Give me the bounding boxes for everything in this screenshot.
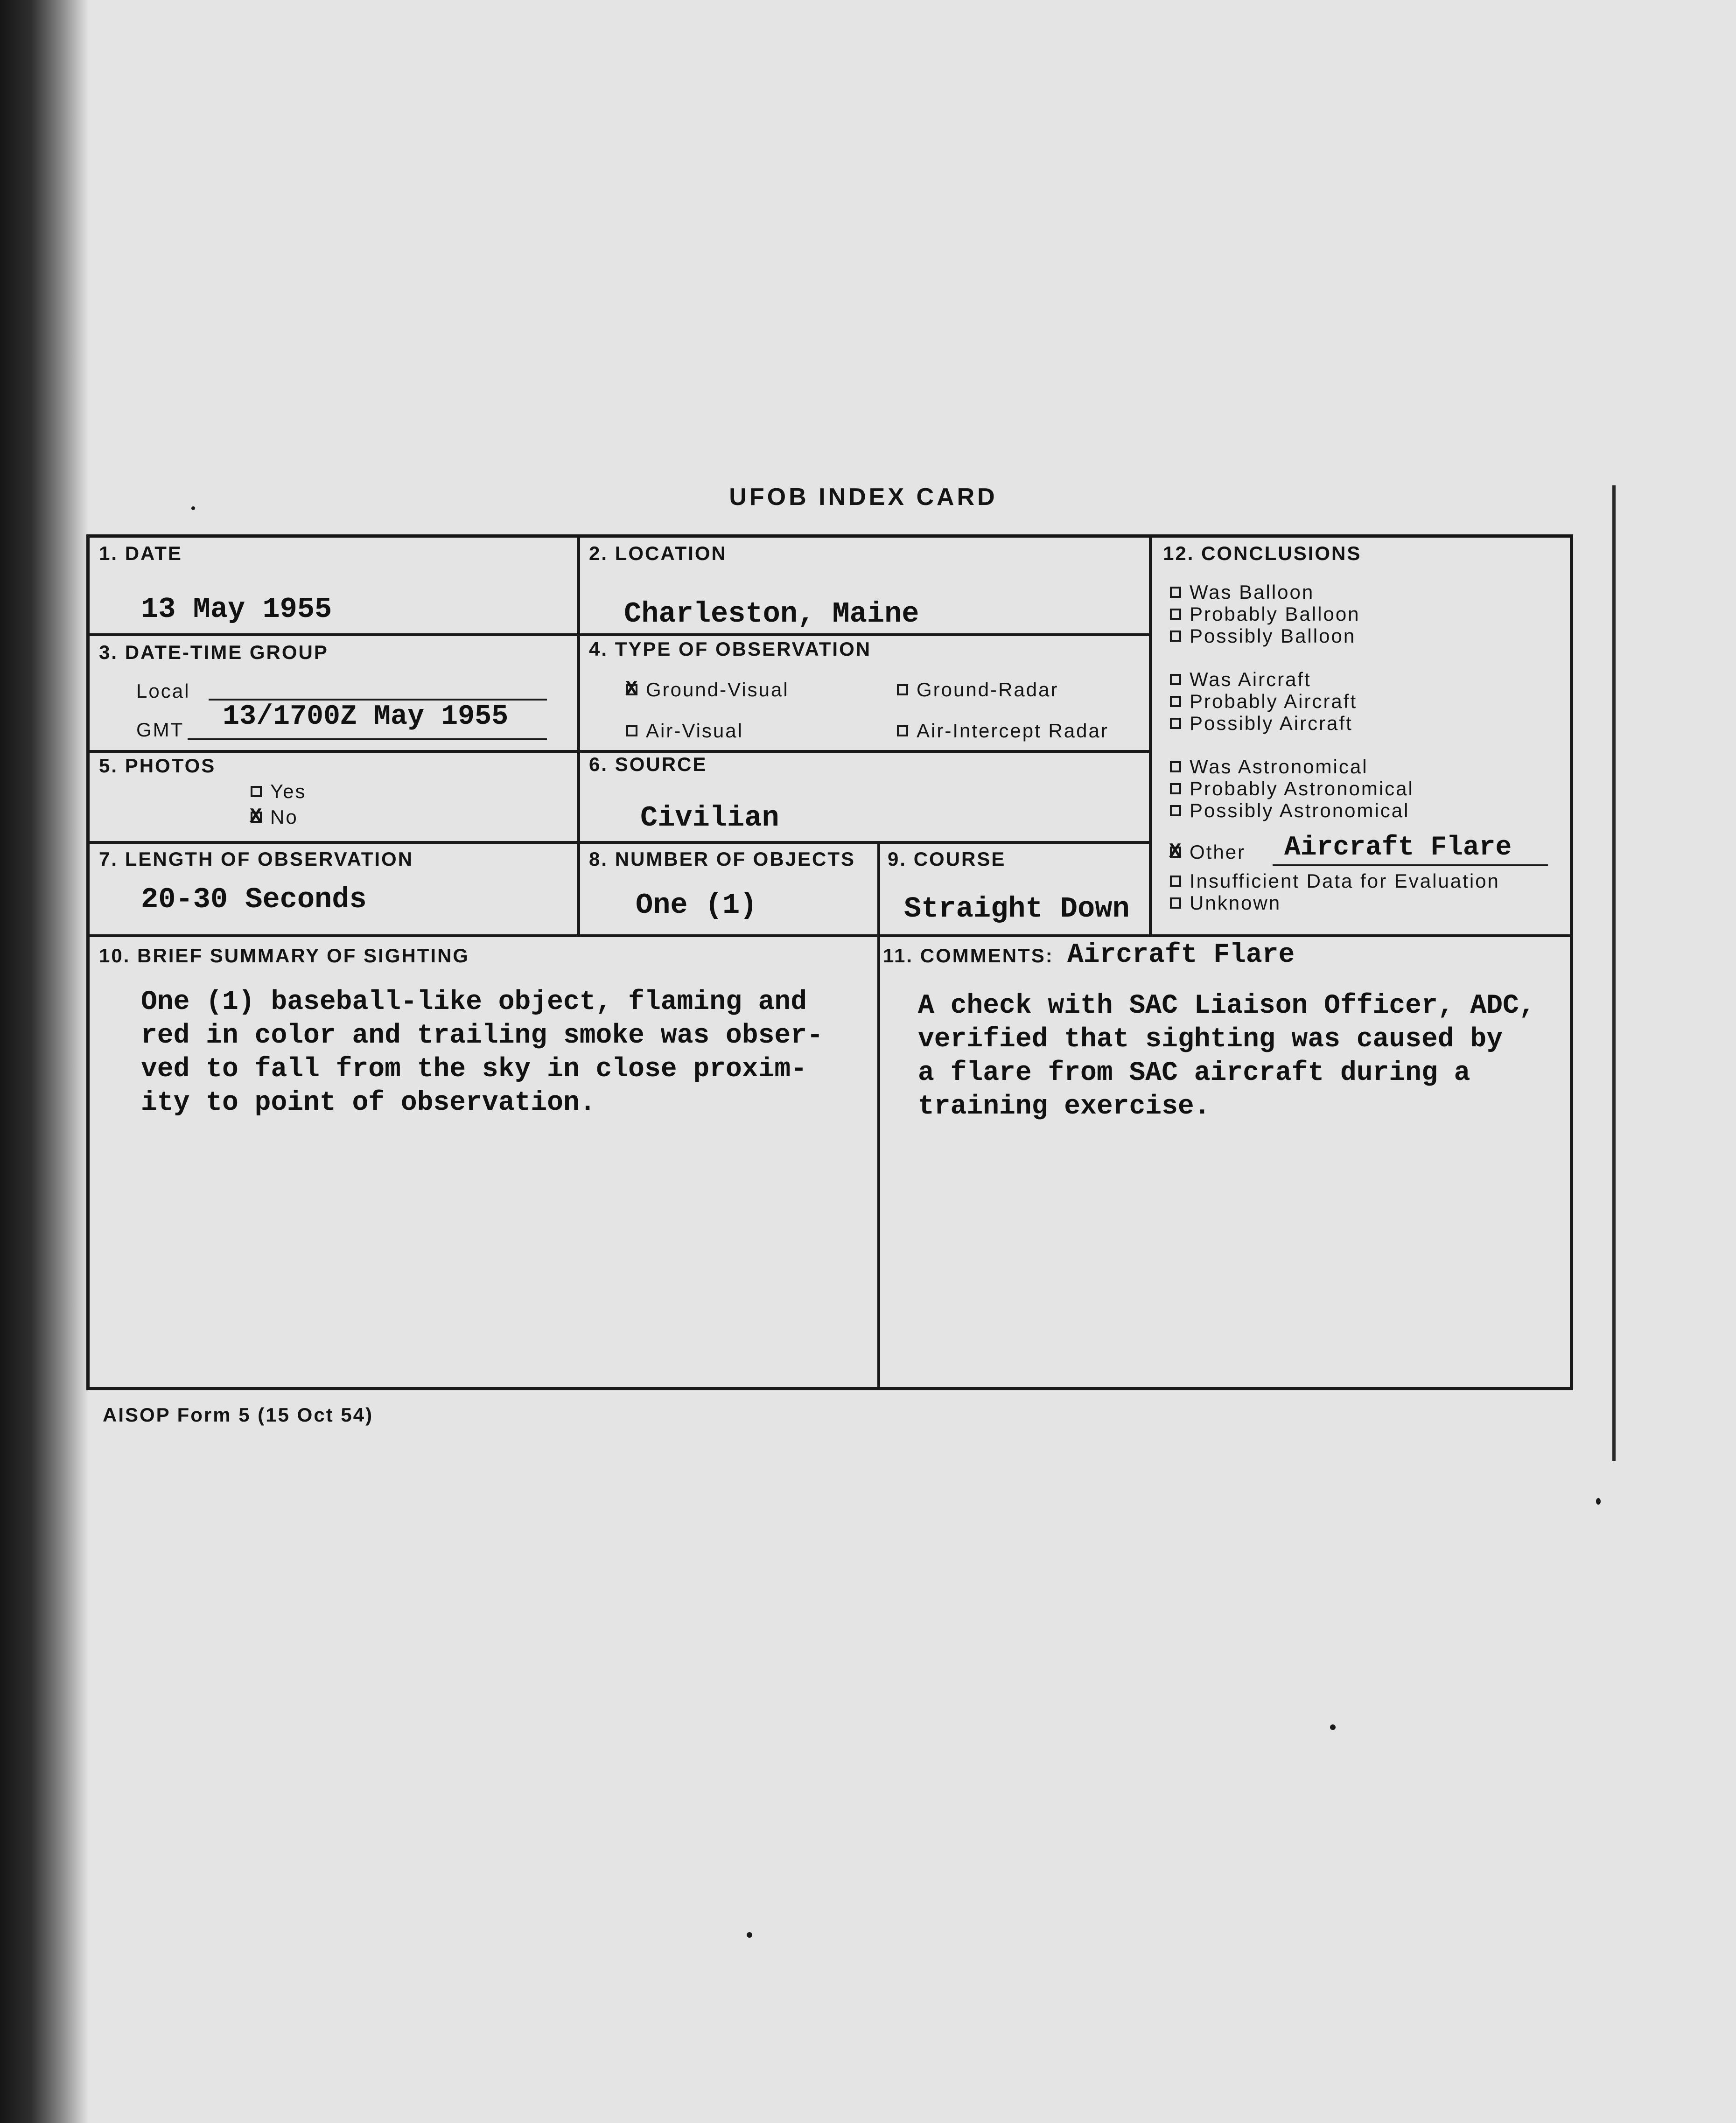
dtg-gmt-label: GMT — [136, 719, 184, 741]
conclusion-was-astronomical[interactable]: Was Astronomical — [1170, 756, 1368, 778]
checkbox-icon — [1170, 897, 1181, 909]
conclusion-was-aircraft[interactable]: Was Aircraft — [1170, 668, 1311, 691]
conclusion-probably-aircraft[interactable]: Probably Aircraft — [1170, 690, 1357, 713]
summary-text — [141, 986, 823, 1120]
summary-line: red in color and trailing smoke was obser- — [141, 1021, 823, 1051]
checkbox-icon — [1170, 696, 1181, 707]
divider — [90, 633, 1149, 636]
divider — [90, 750, 1149, 753]
option-ground-radar[interactable]: Ground-Radar — [897, 679, 1058, 701]
option-air-intercept-radar[interactable]: Air-Intercept Radar — [897, 720, 1109, 742]
dtg-local-line — [209, 699, 547, 701]
source-label: 6. SOURCE — [589, 753, 707, 775]
option-ground-visual[interactable]: X Ground-Visual — [626, 679, 789, 701]
checkbox-icon — [1170, 587, 1181, 598]
checkbox-icon — [1170, 674, 1181, 685]
type-of-observation-label: 4. TYPE OF OBSERVATION — [589, 638, 872, 660]
scan-speck — [1330, 1724, 1336, 1730]
option-photos-yes[interactable]: Yes — [251, 780, 307, 803]
card-title: UFOB INDEX CARD — [729, 483, 998, 511]
checkbox-checked-icon — [251, 812, 262, 823]
number-label: 8. NUMBER OF OBJECTS — [589, 848, 856, 870]
conclusion-possibly-aircraft[interactable]: Possibly Aircraft — [1170, 712, 1353, 735]
conclusion-other-value: Aircraft Flare — [1284, 833, 1512, 863]
dtg-value: 13/1700Z May 1955 — [223, 701, 509, 733]
checkbox-icon — [1170, 805, 1181, 816]
comments-title-value: Aircraft Flare — [1067, 940, 1295, 970]
course-value: Straight Down — [904, 892, 1130, 925]
dtg-gmt-line — [188, 738, 547, 740]
comments-text — [918, 989, 1535, 1124]
page-edge-right — [1612, 485, 1616, 1461]
conclusion-probably-balloon[interactable]: Probably Balloon — [1170, 603, 1360, 625]
number-value: One (1) — [636, 889, 757, 922]
option-air-visual[interactable]: Air-Visual — [626, 720, 743, 742]
checkbox-icon — [897, 684, 908, 695]
conclusions-label: 12. CONCLUSIONS — [1163, 542, 1362, 564]
divider — [1149, 538, 1152, 934]
divider — [877, 841, 880, 1387]
conclusion-other-line — [1273, 864, 1548, 866]
checkbox-icon — [1170, 783, 1181, 794]
conclusion-unknown[interactable]: Unknown — [1170, 892, 1281, 914]
index-card — [86, 534, 1573, 1390]
checkbox-icon — [1170, 876, 1181, 887]
checkbox-icon — [251, 786, 262, 797]
conclusion-possibly-astronomical[interactable]: Possibly Astronomical — [1170, 799, 1410, 822]
divider — [577, 538, 580, 934]
comments-line: training exercise. — [918, 1092, 1211, 1122]
course-label: 9. COURSE — [888, 848, 1006, 870]
comments-line: A check with SAC Liaison Officer, ADC, — [918, 991, 1535, 1021]
conclusion-probably-astronomical[interactable]: Probably Astronomical — [1170, 778, 1414, 800]
conclusion-other[interactable]: X Other — [1170, 841, 1246, 863]
location-value: Charleston, Maine — [624, 597, 919, 631]
length-label: 7. LENGTH OF OBSERVATION — [99, 848, 414, 870]
conclusion-insufficient-data[interactable]: Insufficient Data for Evaluation — [1170, 870, 1500, 892]
divider — [90, 934, 1570, 937]
divider — [90, 841, 1149, 844]
comments-line: a flare from SAC aircraft during a — [918, 1058, 1470, 1088]
comments-line: verified that sighting was caused by — [918, 1024, 1503, 1055]
summary-line: ity to point of observation. — [141, 1088, 596, 1118]
dtg-label: 3. DATE-TIME GROUP — [99, 641, 329, 663]
scan-speck — [191, 506, 195, 510]
scan-shadow-left — [0, 0, 89, 2123]
scan-speck — [747, 1932, 752, 1938]
form-number: AISOP Form 5 (15 Oct 54) — [103, 1404, 374, 1426]
conclusion-was-balloon[interactable]: Was Balloon — [1170, 581, 1314, 603]
summary-line: One (1) baseball-like object, flaming and — [141, 987, 807, 1017]
option-photos-no[interactable]: X No — [251, 806, 298, 828]
checkbox-icon — [1170, 609, 1181, 620]
conclusion-possibly-balloon[interactable]: Possibly Balloon — [1170, 625, 1356, 647]
date-value: 13 May 1955 — [141, 593, 332, 626]
location-label: 2. LOCATION — [589, 542, 727, 564]
photos-label: 5. PHOTOS — [99, 755, 216, 777]
length-value: 20-30 Seconds — [141, 883, 367, 916]
checkbox-icon — [1170, 631, 1181, 642]
checkbox-icon — [1170, 718, 1181, 729]
date-label: 1. DATE — [99, 542, 182, 564]
dtg-local-label: Local — [136, 680, 190, 702]
checkbox-checked-icon — [1170, 847, 1181, 858]
checkbox-icon — [1170, 761, 1181, 772]
summary-label: 10. BRIEF SUMMARY OF SIGHTING — [99, 945, 470, 967]
summary-line: ved to fall from the sky in close proxim- — [141, 1054, 807, 1085]
source-value: Civilian — [640, 801, 779, 834]
comments-label: 11. COMMENTS: — [883, 945, 1054, 967]
checkbox-icon — [897, 725, 908, 736]
checkbox-checked-icon — [626, 684, 637, 695]
checkbox-icon — [626, 725, 637, 736]
scan-speck — [1596, 1498, 1601, 1505]
